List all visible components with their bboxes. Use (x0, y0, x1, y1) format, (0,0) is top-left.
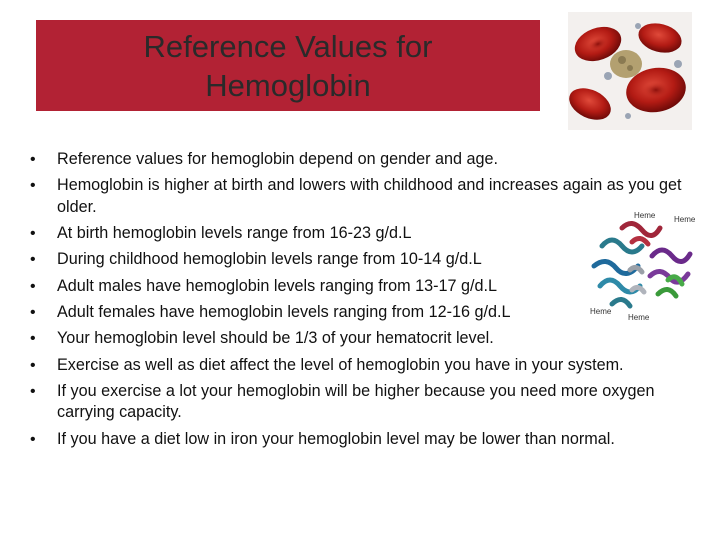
blood-cells-image (568, 12, 692, 130)
slide-title: Reference Values for Hemoglobin (143, 28, 433, 103)
bullet-list (30, 149, 690, 455)
bullet-item: • Your hemoglobin level should be 1/3 of your hematocrit level. (30, 328, 690, 350)
bullet-item: • At birth hemoglobin levels range from 16-23 g/d.L (30, 223, 690, 245)
bullet-item: • During childhood hemoglobin levels range from 10-14 g/d.L (30, 249, 690, 271)
bullet-item: • Exercise as well as diet affect the level of hemoglobin you have in your system. (30, 355, 690, 377)
bullet-item: • If you have a diet low in iron your hemoglobin level may be lower than normal. (30, 429, 690, 451)
bullet-item: • Reference values for hemoglobin depend on gender and age. (30, 149, 690, 171)
heme-label-3: Heme (590, 307, 612, 316)
heme-label-4: Heme (628, 313, 650, 322)
bullet-item: • If you exercise a lot your hemoglobin will be higher because you need more oxygen carrying capacity. (30, 381, 690, 424)
bullet-item: • Adult females have hemoglobin levels ranging from 12-16 g/d.L (30, 302, 690, 324)
bullet-item: • Adult males have hemoglobin levels ranging from 13-17 g/d.L (30, 276, 690, 298)
title-banner (36, 20, 540, 111)
bullet-item: • Hemoglobin is higher at birth and lowers with childhood and increases again as you get older. (30, 175, 690, 218)
heme-label-2: Heme (674, 215, 696, 224)
heme-label-1: Heme (634, 211, 656, 220)
